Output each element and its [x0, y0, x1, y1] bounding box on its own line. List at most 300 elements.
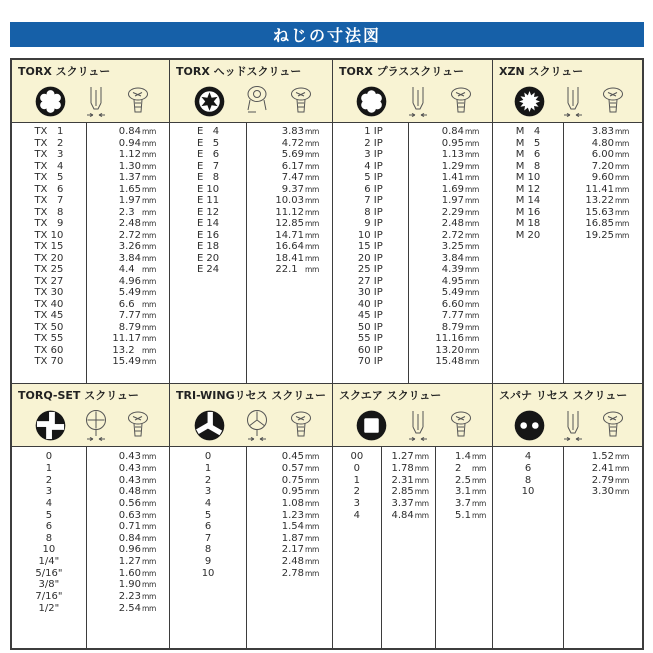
table-row [12, 322, 169, 334]
table-row [333, 287, 492, 299]
square-drive-icon [356, 410, 387, 441]
section-data-torx [12, 122, 169, 383]
value-cell [86, 345, 169, 356]
size-cell: 8 [204, 544, 212, 556]
value-number: 4.80 [591, 137, 614, 149]
unit-label: mm [414, 498, 429, 508]
size-cell: 1 [204, 462, 212, 474]
unit-label: mm [464, 253, 479, 263]
value-number: 1.29 [441, 160, 464, 172]
table-row [170, 230, 332, 242]
value-number: 4.95 [441, 275, 464, 287]
size-cell: 2 [45, 474, 53, 486]
value-number: 11.41 [585, 183, 614, 195]
value-number: 9.60 [591, 172, 614, 184]
value-number: 2.79 [591, 474, 614, 486]
table-row [493, 184, 642, 196]
table-row [333, 486, 492, 498]
size-cell: 1 [45, 462, 53, 474]
value-cell [86, 253, 169, 264]
table-row [333, 253, 492, 265]
size-cell: E 12 [196, 206, 220, 218]
unit-label: mm [304, 545, 319, 555]
value-cell [246, 207, 332, 218]
value-cell [86, 521, 169, 532]
size-cell: 10 IP [357, 229, 383, 241]
value-cell [86, 463, 169, 474]
unit-label: mm [304, 522, 319, 532]
value-number: 4.72 [281, 137, 304, 149]
value-cell [381, 486, 435, 497]
value-number: 2.48 [281, 556, 304, 568]
value-number: 1.30 [118, 160, 141, 172]
unit-label: mm [304, 138, 319, 148]
unit-label: mm [304, 173, 319, 183]
value-cell [86, 310, 169, 321]
value-number: 7.20 [591, 160, 614, 172]
unit-label: mm [141, 603, 156, 613]
section-data-torx-head [169, 122, 332, 383]
table-row [170, 498, 332, 510]
unit-label: mm [614, 487, 629, 497]
size-cell: E 7 [196, 160, 220, 172]
unit-label: mm [141, 253, 156, 263]
unit-label: mm [141, 580, 156, 590]
unit-label: mm [304, 253, 319, 263]
unit-label: mm [141, 127, 156, 137]
size-cell: TX 25 [34, 264, 64, 276]
unit-label: mm [464, 311, 479, 321]
unit-label: mm [141, 345, 156, 355]
table-row [170, 451, 332, 463]
socket-drawing-icon [244, 85, 270, 118]
value-number: 1.54 [281, 521, 304, 533]
unit-label: mm [614, 138, 629, 148]
table-row [333, 474, 492, 486]
value-number: 7.77 [118, 310, 141, 322]
value-cell [408, 195, 492, 206]
unit-label: mm [304, 463, 319, 473]
value-cell [86, 138, 169, 149]
value-number: 1.87 [281, 532, 304, 544]
table-row [170, 207, 332, 219]
column-divider [86, 123, 87, 383]
section-data-tri-wing [169, 446, 332, 648]
value-number: 16.64 [275, 241, 304, 253]
table-row [12, 486, 169, 498]
spanner-drive-icon [514, 410, 545, 441]
value-cell [246, 230, 332, 241]
value-number: 3.1 [455, 486, 471, 498]
table-row [12, 184, 169, 196]
value-number: 3.26 [118, 241, 141, 253]
value-number: 5.1 [455, 509, 471, 521]
size-cell: TX 50 [34, 321, 64, 333]
value-cell [408, 276, 492, 287]
table-row [170, 567, 332, 579]
value-number: 6.6 [118, 298, 141, 310]
value-number: 2.41 [591, 462, 614, 474]
unit-label: mm [304, 498, 319, 508]
size-cell: TX 9 [34, 218, 64, 230]
size-cell: 0 [353, 462, 361, 474]
section-header-square [332, 383, 492, 446]
unit-label: mm [414, 463, 429, 473]
unit-label: mm [141, 568, 156, 578]
value-cell [408, 184, 492, 195]
bit-drawing-icon [405, 409, 431, 442]
value-number: 0.71 [118, 521, 141, 533]
value-number: 5.49 [118, 287, 141, 299]
size-cell: 3 [45, 486, 53, 498]
size-cell: 55 IP [357, 333, 383, 345]
table-row [12, 474, 169, 486]
value-cell [86, 498, 169, 509]
value-number: 4.84 [391, 509, 414, 521]
bit-drawing-icon [83, 85, 109, 118]
value-cell [408, 356, 492, 367]
value-number: 18.41 [275, 252, 304, 264]
section-data-torx-plus [332, 122, 492, 383]
unit-label: mm [464, 265, 479, 275]
value-cell [381, 451, 435, 462]
size-cell: TX 8 [34, 206, 64, 218]
value-cell [86, 603, 169, 614]
value-number: 13.22 [585, 195, 614, 207]
value-cell [408, 264, 492, 275]
size-cell: 20 IP [357, 252, 383, 264]
torx-external-drive-icon [194, 86, 225, 117]
value-number: 0.57 [281, 462, 304, 474]
section-icons [339, 80, 490, 122]
size-cell: 4 [524, 451, 532, 463]
table-row [170, 463, 332, 475]
size-cell: 2 IP [357, 137, 383, 149]
section-title: TORX プラススクリュー [339, 65, 464, 78]
value-cell [246, 544, 332, 555]
table-row [12, 579, 169, 591]
value-cell [246, 184, 332, 195]
unit-label: mm [304, 127, 319, 137]
screw-side-view-icon [126, 410, 150, 441]
table-row [170, 126, 332, 138]
size-cell: 25 IP [357, 264, 383, 276]
unit-label: mm [141, 242, 156, 252]
section-data-torq-set [12, 446, 169, 648]
table-row [170, 195, 332, 207]
table-row [170, 509, 332, 521]
value-number: 3.84 [118, 252, 141, 264]
unit-label: mm [471, 475, 486, 485]
value-number: 11.17 [112, 333, 141, 345]
value-cell [86, 264, 169, 275]
size-cell: E 14 [196, 218, 220, 230]
size-cell: 1 IP [357, 126, 383, 138]
value-cell [86, 161, 169, 172]
value-number: 6.00 [591, 149, 614, 161]
value-cell [246, 556, 332, 567]
value-number: 22.1 [275, 264, 304, 276]
value-number: 0.43 [118, 451, 141, 463]
size-cell: TX 10 [34, 229, 64, 241]
value-number: 1.78 [391, 462, 414, 474]
unit-label: mm [141, 184, 156, 194]
table-row [170, 474, 332, 486]
unit-label: mm [414, 452, 429, 462]
value-cell [563, 161, 642, 172]
unit-label: mm [464, 276, 479, 286]
value-cell [408, 345, 492, 356]
value-number: 3.83 [281, 126, 304, 138]
unit-label: mm [304, 557, 319, 567]
section-header-spanner [492, 383, 642, 446]
unit-label: mm [141, 265, 156, 275]
section-icons [339, 404, 490, 446]
table-row [333, 264, 492, 276]
table-row [333, 299, 492, 311]
value-number: 11.12 [275, 206, 304, 218]
size-cell: M 18 [515, 218, 541, 230]
size-cell: TX 7 [34, 195, 64, 207]
value-cell [86, 544, 169, 555]
table-row [170, 532, 332, 544]
value-number: 1.13 [441, 149, 464, 161]
table-row [170, 253, 332, 265]
table-row [493, 474, 642, 486]
value-cell [86, 299, 169, 310]
value-cell [86, 126, 169, 137]
unit-label: mm [141, 322, 156, 332]
value-cell [408, 287, 492, 298]
unit-label: mm [464, 345, 479, 355]
torx-plus-drive-icon [356, 86, 387, 117]
column-divider [246, 123, 247, 383]
size-cell: 8 IP [357, 206, 383, 218]
size-cell: TX 20 [34, 252, 64, 264]
value-number: 13.20 [435, 344, 464, 356]
value-number: 3.25 [441, 241, 464, 253]
unit-label: mm [471, 452, 486, 462]
value-cell [563, 463, 642, 474]
size-cell: 6 [524, 462, 532, 474]
section-title: TRI-WINGリセス スクリュー [176, 389, 326, 402]
unit-label: mm [141, 230, 156, 240]
table-row [12, 451, 169, 463]
bit-drawing-icon [560, 409, 586, 442]
table-row [12, 218, 169, 230]
size-cell: 9 [204, 556, 212, 568]
table-row [170, 521, 332, 533]
value-cell [381, 510, 435, 521]
unit-label: mm [304, 196, 319, 206]
table-row [333, 161, 492, 173]
value-number: 1.27 [118, 556, 141, 568]
unit-label: mm [141, 207, 156, 217]
size-cell: E 6 [196, 149, 220, 161]
torq-set-drive-icon [35, 410, 66, 441]
value-cell [563, 149, 642, 160]
size-cell: TX 30 [34, 287, 64, 299]
size-cell: 60 IP [357, 344, 383, 356]
value-number: 8.79 [441, 321, 464, 333]
value-number: 15.63 [585, 206, 614, 218]
table-row [12, 602, 169, 614]
table-row [12, 230, 169, 242]
table-row [12, 149, 169, 161]
table-row [493, 138, 642, 150]
size-cell: 8 [524, 474, 532, 486]
section-title: TORX スクリュー [18, 65, 111, 78]
size-cell: 3 [353, 497, 361, 509]
value-number: 2.72 [441, 229, 464, 241]
value-number: 0.45 [281, 451, 304, 463]
table-row [333, 322, 492, 334]
value-cell [86, 149, 169, 160]
size-cell: 4 [45, 497, 53, 509]
value-number: 1.12 [118, 149, 141, 161]
section-data-square [332, 446, 492, 648]
table-row [333, 207, 492, 219]
unit-label: mm [464, 242, 479, 252]
value-cell [563, 126, 642, 137]
unit-label: mm [141, 487, 156, 497]
value-cell [246, 126, 332, 137]
value-cell [86, 241, 169, 252]
value-number: 4.4 [118, 264, 141, 276]
section-header-torx-head [169, 60, 332, 122]
value-number: 2.5 [455, 474, 471, 486]
value-number: 5.49 [441, 287, 464, 299]
value-cell [246, 264, 332, 275]
value-number: 2.3 [118, 206, 141, 218]
value-cell [563, 172, 642, 183]
unit-label: mm [614, 173, 629, 183]
value-cell [435, 498, 492, 509]
table-row [333, 345, 492, 357]
unit-label: mm [471, 498, 486, 508]
value-number: 0.94 [118, 137, 141, 149]
size-cell: 50 IP [357, 321, 383, 333]
size-cell: 1/2" [38, 602, 60, 614]
unit-label: mm [464, 299, 479, 309]
value-cell [86, 218, 169, 229]
unit-label: mm [614, 219, 629, 229]
table-row [12, 287, 169, 299]
value-number: 3.84 [441, 252, 464, 264]
section-title: TORX ヘッドスクリュー [176, 65, 302, 78]
value-cell [435, 451, 492, 462]
recess-cross-drawing-icon [83, 409, 109, 442]
size-cell: 30 IP [357, 287, 383, 299]
value-cell [563, 218, 642, 229]
size-cell: E 18 [196, 241, 220, 253]
table-row [12, 498, 169, 510]
unit-label: mm [141, 299, 156, 309]
size-cell: 10 [201, 567, 215, 579]
value-cell [246, 138, 332, 149]
table-row [170, 172, 332, 184]
unit-label: mm [464, 138, 479, 148]
unit-label: mm [141, 510, 156, 520]
table-row [333, 241, 492, 253]
size-cell: TX 15 [34, 241, 64, 253]
section-icons [499, 404, 640, 446]
unit-label: mm [614, 127, 629, 137]
value-number: 2.48 [118, 218, 141, 230]
value-cell [86, 451, 169, 462]
table-row [333, 126, 492, 138]
table-row [493, 207, 642, 219]
value-cell [408, 333, 492, 344]
size-cell: E 4 [196, 126, 220, 138]
value-cell [246, 463, 332, 474]
value-number: 4.39 [441, 264, 464, 276]
size-cell: 3 [204, 486, 212, 498]
value-cell [563, 475, 642, 486]
unit-label: mm [614, 463, 629, 473]
unit-label: mm [614, 475, 629, 485]
table-row [12, 532, 169, 544]
value-cell [246, 451, 332, 462]
size-cell: M 8 [515, 160, 541, 172]
unit-label: mm [464, 322, 479, 332]
unit-label: mm [471, 487, 486, 497]
unit-label: mm [304, 150, 319, 160]
size-cell: TX 1 [34, 126, 64, 138]
size-cell: 2 [353, 486, 361, 498]
section-icons [176, 80, 330, 122]
unit-label: mm [464, 357, 479, 367]
unit-label: mm [304, 452, 319, 462]
unit-label: mm [304, 230, 319, 240]
recess-y-drawing-icon [244, 409, 270, 442]
value-cell [86, 486, 169, 497]
table-row [333, 230, 492, 242]
table-row [170, 556, 332, 568]
value-cell [408, 218, 492, 229]
unit-label: mm [141, 311, 156, 321]
unit-label: mm [304, 487, 319, 497]
value-cell [563, 486, 642, 497]
table-row [12, 556, 169, 568]
table-row [12, 299, 169, 311]
value-number: 14.71 [275, 229, 304, 241]
value-cell [246, 498, 332, 509]
size-cell: TX 70 [34, 356, 64, 368]
size-cell: M 12 [515, 183, 541, 195]
value-cell [246, 161, 332, 172]
screw-side-view-icon [449, 410, 473, 441]
size-cell: E 24 [196, 264, 220, 276]
value-number: 1.65 [118, 183, 141, 195]
section-data-xzn [492, 122, 642, 383]
value-cell [86, 322, 169, 333]
value-number: 0.43 [118, 462, 141, 474]
value-cell [86, 184, 169, 195]
value-cell [86, 568, 169, 579]
unit-label: mm [304, 510, 319, 520]
value-number: 0.95 [281, 486, 304, 498]
unit-label: mm [464, 196, 479, 206]
table-row [12, 172, 169, 184]
value-number: 1.60 [118, 567, 141, 579]
value-cell [86, 556, 169, 567]
unit-label: mm [141, 288, 156, 298]
section-data-spanner [492, 446, 642, 648]
unit-label: mm [614, 150, 629, 160]
size-cell: 9 IP [357, 218, 383, 230]
size-cell: 3 IP [357, 149, 383, 161]
